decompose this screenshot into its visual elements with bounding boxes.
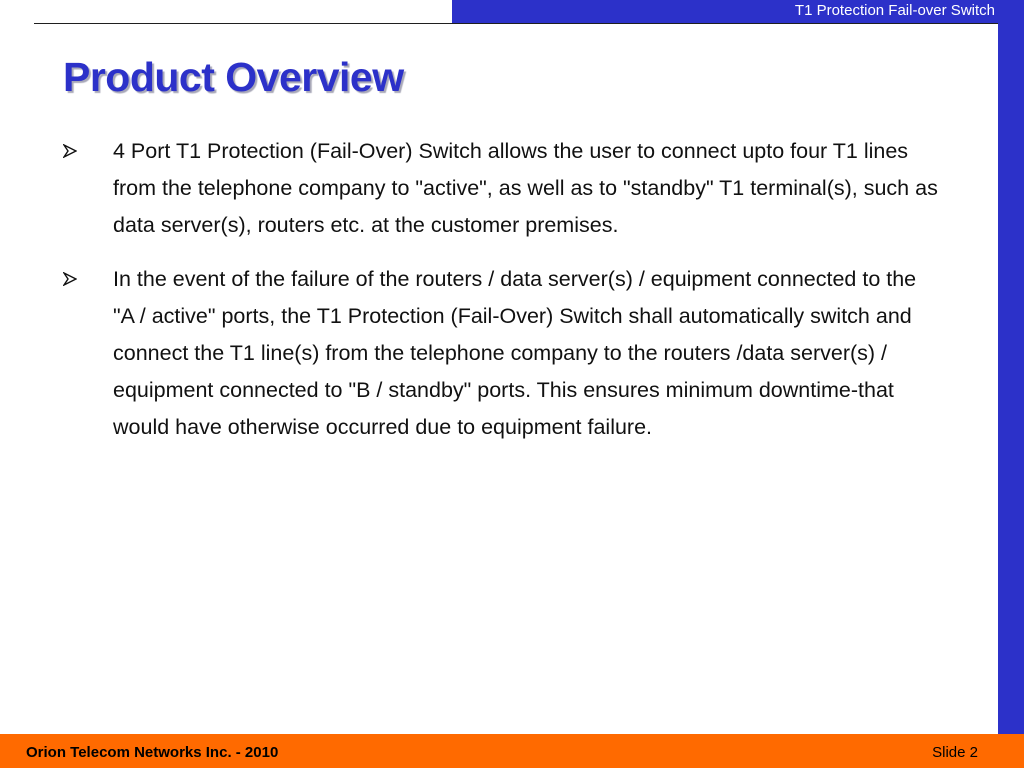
slide-title: Product Overview: [63, 54, 404, 100]
header-divider: [34, 23, 998, 24]
bullet-list: [62, 133, 942, 463]
header-tab: [452, 0, 998, 23]
bullet-item: [62, 133, 942, 244]
bullet-item: [62, 261, 942, 446]
bullet-text: In the event of the failure of the routers / data server(s) / equipment connected to the "A / active" ports, the T1 Protection (Fail-Over) Switch shall automatically switch and connect the T1 line(s) from the telephone company to the routers /data server(s) / equipment connected to "B / standby" ports. This ensures minimum downtime-that would have otherwise occurred due to equipment failure.: [113, 267, 917, 439]
right-accent-bar: [998, 0, 1024, 768]
arrowhead-bullet-icon: [63, 144, 77, 158]
slide-number: Slide 2: [932, 744, 978, 761]
footer-bar: [0, 734, 1024, 768]
arrowhead-bullet-icon: [63, 272, 77, 286]
bullet-text: 4 Port T1 Protection (Fail-Over) Switch allows the user to connect upto four T1 lines from the telephone company to "active", as well as to "standby" T1 terminal(s), such as data server(s), routers etc. at the customer premises.: [113, 139, 938, 237]
footer-company-name: Orion Telecom Networks Inc. - 2010: [26, 744, 279, 761]
header-tab-label: T1 Protection Fail-over Switch: [794, 2, 995, 19]
